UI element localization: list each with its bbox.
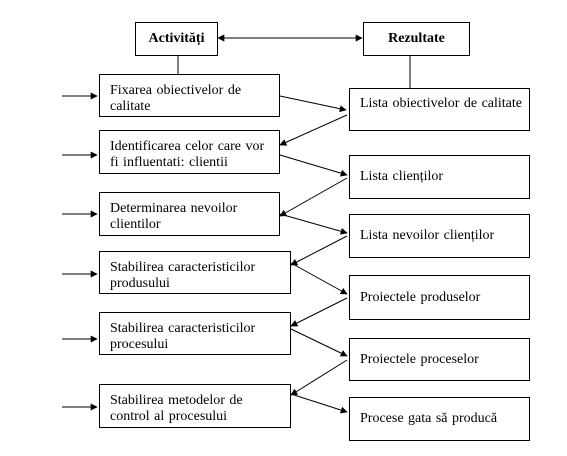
activity-box-5 <box>99 312 291 355</box>
activity-to-result-arrow-4 <box>291 263 347 294</box>
activity-label-6: Stabilirea metodelor de control al procesului <box>110 393 243 424</box>
result-box-4 <box>349 275 530 320</box>
activity-to-result-arrow-1 <box>280 96 346 110</box>
result-to-activity-arrow-3 <box>291 236 347 265</box>
activity-box-2 <box>99 130 280 174</box>
result-to-activity-arrow-5 <box>291 360 347 395</box>
result-to-activity-arrow-4 <box>291 298 347 326</box>
activity-to-result-arrow-2 <box>280 155 347 175</box>
activity-label-2: Identificarea celor care vor fi influentati: clientii <box>110 139 265 170</box>
result-label-4: Proiectele produselor <box>360 289 481 305</box>
activity-to-result-arrow-6 <box>291 394 347 412</box>
activity-box-6 <box>99 384 291 428</box>
activity-to-result-arrow-3 <box>280 214 347 233</box>
results-header <box>363 22 470 56</box>
results-header-label: Rezultate <box>388 31 445 46</box>
activity-to-result-arrow-5 <box>291 329 347 356</box>
result-label-1: Lista obiectivelor de calitate <box>360 96 522 111</box>
result-to-activity-arrow-2 <box>280 178 347 216</box>
result-label-3: Lista nevoilor clienților <box>360 228 495 243</box>
activity-label-1: Fixarea obiectivelor de calitate <box>110 83 242 114</box>
result-box-5 <box>349 338 530 381</box>
result-label-2: Lista clienților <box>360 169 444 184</box>
result-box-3 <box>349 214 530 258</box>
activity-label-3: Determinarea nevoilor clientilor <box>110 201 238 232</box>
result-box-1 <box>349 88 530 131</box>
activity-box-3 <box>99 192 280 236</box>
result-label-5: Proiectele proceselor <box>360 351 479 367</box>
activity-box-4 <box>99 251 291 294</box>
result-box-6 <box>349 397 530 441</box>
result-to-activity-arrow-1 <box>280 115 347 145</box>
activity-label-5: Stabilirea caracteristicilor procesului <box>110 321 256 352</box>
activities-header <box>135 22 218 56</box>
result-box-2 <box>349 155 530 199</box>
activity-box-1 <box>99 74 280 117</box>
activity-label-4: Stabilirea caracteristicilor produsului <box>110 260 256 291</box>
result-label-6: Procese gata să producă <box>360 411 498 426</box>
activities-header-label: Activități <box>148 31 205 46</box>
